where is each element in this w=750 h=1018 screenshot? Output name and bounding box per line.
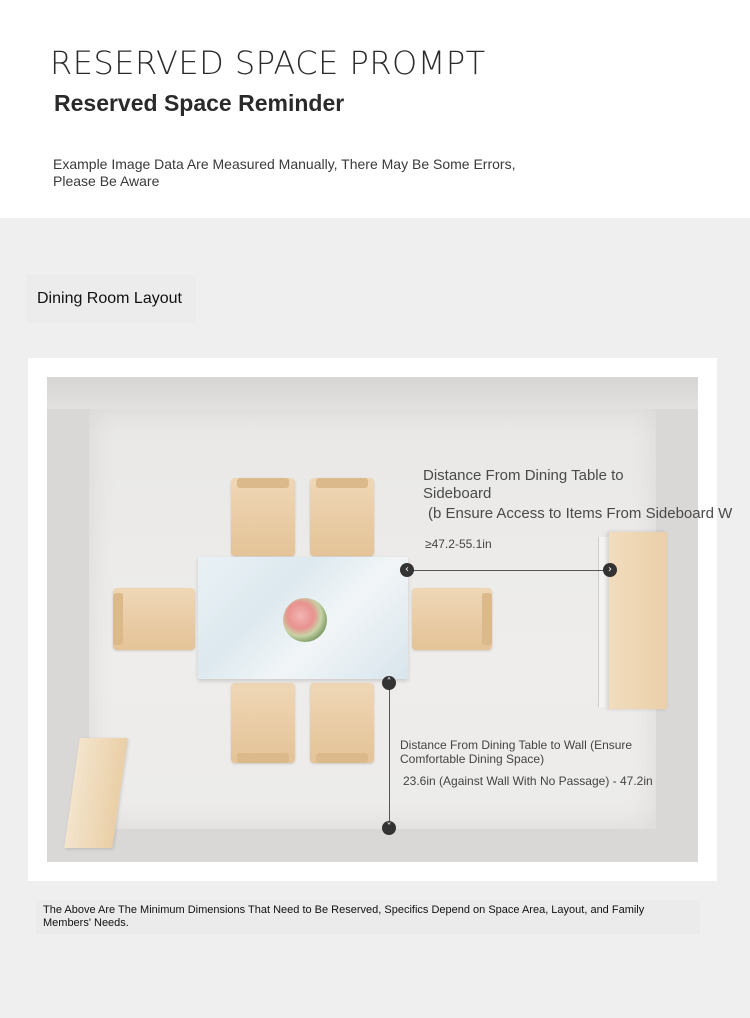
sideboard-distance-label: [423, 467, 750, 523]
sideboard-label-line2: (b Ensure Access to Items From Sideboard W: [428, 505, 733, 522]
chevron-right-icon: ›: [603, 563, 617, 577]
sideboard-label-line1: Distance From Dining Table to Sideboard: [423, 467, 624, 502]
chair-bottom-right: [310, 683, 374, 763]
flower-centerpiece: [283, 598, 327, 642]
sideboard-distance-line: [407, 570, 610, 571]
chevron-up-icon: ˄: [382, 676, 396, 690]
reminder-title: Reserved Space Reminder: [54, 90, 345, 116]
header-section: [0, 0, 750, 218]
chair-top-right: [310, 478, 374, 556]
section-label: Dining Room Layout: [26, 275, 196, 323]
back-wall: [47, 377, 698, 409]
chair-bottom-left: [231, 683, 295, 763]
sideboard-distance-range: ≥47.2-55.1in: [425, 537, 492, 551]
chair-left: [113, 588, 195, 650]
wall-distance-line: [389, 683, 390, 828]
footer-note: The Above Are The Minimum Dimensions That Need to Be Reserved, Specifics Depend on Space Area, Layout, and Family Members' Needs.: [36, 900, 700, 934]
chevron-down-icon: ˅: [382, 821, 396, 835]
chair-top-left: [231, 478, 295, 556]
measurement-note: Example Image Data Are Measured Manually, There May Be Some Errors, Please Be Aware: [53, 156, 516, 189]
prompt-title: RESERVED SPACE PROMPT: [50, 44, 486, 82]
wall-distance-label: Distance From Dining Table to Wall (Ensure Comfortable Dining Space): [400, 738, 633, 766]
wall-distance-range: 23.6in (Against Wall With No Passage) - 47.2in: [403, 774, 653, 788]
chair-right: [412, 588, 492, 650]
chevron-left-icon: ‹: [400, 563, 414, 577]
sideboard: [609, 532, 667, 709]
